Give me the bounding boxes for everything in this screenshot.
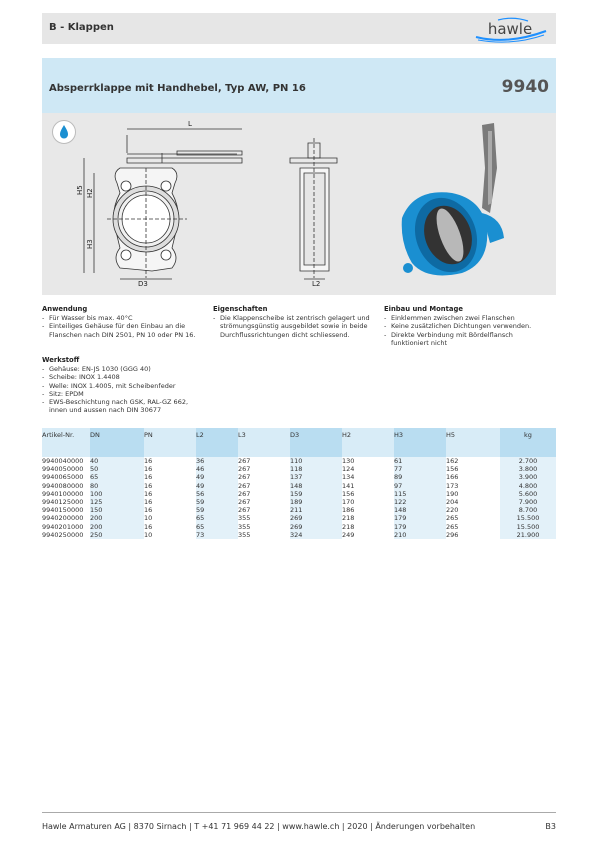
einbau-title: Einbau und Montage [384,305,463,313]
table-cell: 324 [290,531,342,539]
table-cell: 267 [238,498,251,507]
hawle-logo [468,15,550,43]
anwendung-block [42,305,202,339]
table-cell: 10 [144,530,153,539]
table-cell: 125 [90,498,144,506]
table-cell: 4.800 [500,482,556,490]
table-cell: 16 [144,481,153,490]
table-cell: 59 [196,498,238,506]
table-cell: 9940201000 [42,522,84,531]
table-cell: 7.900 [500,498,556,506]
table-cell: 16 [144,465,153,474]
table-cell: 80 [90,482,144,490]
table-cell: 173 [446,481,459,490]
table-cell: 89 [394,473,446,481]
table-cell: 40 [90,457,144,465]
list-item: - Sitz: EPDM [42,390,202,398]
table-cell: 16 [144,506,153,515]
table-cell: 124 [342,465,355,474]
einbau-block [384,305,549,347]
table-cell: 150 [90,506,144,514]
table-row [42,482,556,490]
list-item: - Scheibe: INOX 1.4408 [42,373,202,381]
dim-H2: H2 [86,188,94,198]
table-cell: 77 [394,465,446,473]
table-cell: 220 [446,506,459,515]
article-table [42,428,556,539]
table-cell: 179 [394,523,446,531]
table-cell: 156 [446,465,459,474]
dim-H5: H5 [76,185,84,195]
table-cell: 3.800 [500,465,556,473]
table-cell: 137 [290,473,342,481]
table-cell: 16 [144,489,153,498]
anwendung-title: Anwendung [42,305,88,313]
table-cell: 5.600 [500,490,556,498]
footer-divider [42,812,556,813]
table-row [42,523,556,531]
table-cell: 170 [342,498,355,507]
table-cell: 190 [446,489,459,498]
table-cell: 249 [342,530,355,539]
front-view-drawing [84,129,242,279]
table-cell: 141 [342,481,355,490]
table-cell: 46 [196,465,238,473]
logo-text: hawle [487,20,533,38]
table-cell: 211 [290,506,342,514]
column-header: H5 [446,428,500,457]
table-cell: 296 [446,530,459,539]
table-cell: 200 [90,514,144,522]
table-cell: 65 [196,523,238,531]
list-item: - Für Wasser bis max. 40°C [42,314,202,322]
table-cell: 16 [144,473,153,482]
table-cell: 9940065000 [42,473,84,482]
table-header-row [42,428,556,457]
table-cell: 65 [90,473,144,481]
column-header: kg [500,428,556,457]
table-cell: 122 [394,498,446,506]
table-cell: 166 [446,473,459,482]
table-cell: 204 [446,498,459,507]
einbau-list [384,314,549,347]
table-cell: 49 [196,473,238,481]
column-header: DN [90,428,144,457]
dim-D3: D3 [138,280,148,288]
table-cell: 110 [290,457,342,465]
eigenschaften-block [213,305,375,339]
table-cell: 100 [90,490,144,498]
table-cell: 130 [342,457,355,465]
table-cell: 10 [144,514,153,523]
table-cell: 9940150000 [42,506,84,515]
table-cell: 97 [394,482,446,490]
table-cell: 3.900 [500,473,556,481]
table-cell: 118 [290,465,342,473]
table-cell: 134 [342,473,355,482]
table-cell: 9940040000 [42,457,84,465]
column-header: L2 [196,428,238,457]
table-cell: 56 [196,490,238,498]
table-cell: 355 [238,514,251,523]
table-row [42,473,556,481]
table-cell: 9940125000 [42,498,84,507]
table-cell: 61 [394,457,446,465]
table-row [42,514,556,522]
column-header: L3 [238,428,290,457]
table-cell: 159 [290,490,342,498]
table-row [42,465,556,473]
table-cell: 16 [144,498,153,507]
table-cell: 265 [446,522,459,531]
list-item: - Keine zusätzlichen Dichtungen verwenden. [384,322,549,330]
image-band [42,113,556,295]
table-cell: 267 [238,489,251,498]
table-cell: 186 [342,506,355,515]
dim-H3: H3 [86,239,94,249]
table-cell: 179 [394,514,446,522]
table-cell: 267 [238,506,251,515]
werkstoff-title: Werkstoff [42,356,80,364]
table-cell: 267 [238,457,251,465]
table-cell: 265 [446,514,459,523]
table-cell: 269 [290,523,342,531]
table-cell: 9940100000 [42,489,84,498]
table-row [42,490,556,498]
anwendung-list [42,314,202,339]
list-item: - Einklemmen zwischen zwei Flanschen [384,314,549,322]
table-body [42,457,556,539]
table-cell: 36 [196,457,238,465]
column-header: Artikel-Nr. [42,428,90,457]
column-header: D3 [290,428,342,457]
table-cell: 21.900 [500,531,556,539]
table-cell: 218 [342,514,355,523]
table-cell: 189 [290,498,342,506]
top-bar [42,13,556,44]
table-row [42,457,556,465]
table-cell: 355 [238,530,251,539]
column-header: H2 [342,428,394,457]
table-cell: 49 [196,482,238,490]
list-item: - EWS-Beschichtung nach GSK, RAL-GZ 662, innen und aussen nach DIN 30677 [42,398,202,414]
table-cell: 15.500 [500,523,556,531]
werkstoff-list [42,365,202,414]
table-row [42,498,556,506]
table-cell: 16 [144,522,153,531]
product-photo [402,123,504,281]
table-row [42,506,556,514]
table-cell: 210 [394,531,446,539]
product-header [42,58,556,113]
list-item: - Gehäuse: EN-JS 1030 (GGG 40) [42,365,202,373]
table-cell: 148 [394,506,446,514]
table-cell: 9940250000 [42,530,84,539]
table-cell: 115 [394,490,446,498]
list-item: - Direkte Verbindung mit Bördelflansch funktioniert nicht [384,331,549,347]
table-cell: 9940200000 [42,514,84,523]
technical-drawing [42,113,556,295]
table-cell: 162 [446,457,459,465]
table-cell: 267 [238,481,251,490]
product-title: Absperrklappe mit Handhebel, Typ AW, PN 16 [49,83,306,94]
werkstoff-block [42,356,202,414]
eigenschaften-title: Eigenschaften [213,305,268,313]
dim-L: L [188,120,192,128]
footer-text: Hawle Armaturen AG | 8370 Sirnach | T +41 71 969 44 22 | www.hawle.ch | 2020 | Änderungen vorbehalten [42,822,476,831]
table-cell: 200 [90,523,144,531]
page-number: B3 [545,822,556,831]
table-cell: 269 [290,514,342,522]
table-cell: 2.700 [500,457,556,465]
column-header: H3 [394,428,446,457]
table-cell: 267 [238,473,251,482]
product-number: 9940 [501,77,549,97]
table-cell: 250 [90,531,144,539]
table-cell: 73 [196,531,238,539]
table-cell: 65 [196,514,238,522]
eigenschaften-list [213,314,375,339]
table-cell: 355 [238,522,251,531]
table-cell: 8.700 [500,506,556,514]
list-item: - Welle: INOX 1.4005, mit Scheibenfeder [42,382,202,390]
table-cell: 16 [144,457,153,465]
table-cell: 15.500 [500,514,556,522]
table-row [42,531,556,539]
dimensions-table [42,428,556,539]
column-header: PN [144,428,196,457]
table-cell: 218 [342,522,355,531]
table-cell: 50 [90,465,144,473]
table-cell: 267 [238,465,251,474]
table-cell: 9940080000 [42,481,84,490]
table-cell: 9940050000 [42,465,84,474]
side-view-drawing [290,138,337,279]
list-item: - Die Klappenscheibe ist zentrisch gelagert und strömungsgünstig ausgebildet sowie in beide Durchflussrichtungen dicht schliessend. [213,314,375,339]
table-cell: 148 [290,482,342,490]
dim-L2: L2 [312,280,321,288]
list-item: - Einteiliges Gehäuse für den Einbau an die Flanschen nach DIN 2501, PN 10 oder PN 16. [42,322,202,338]
table-cell: 59 [196,506,238,514]
table-cell: 156 [342,489,355,498]
section-title: B - Klappen [49,22,114,33]
